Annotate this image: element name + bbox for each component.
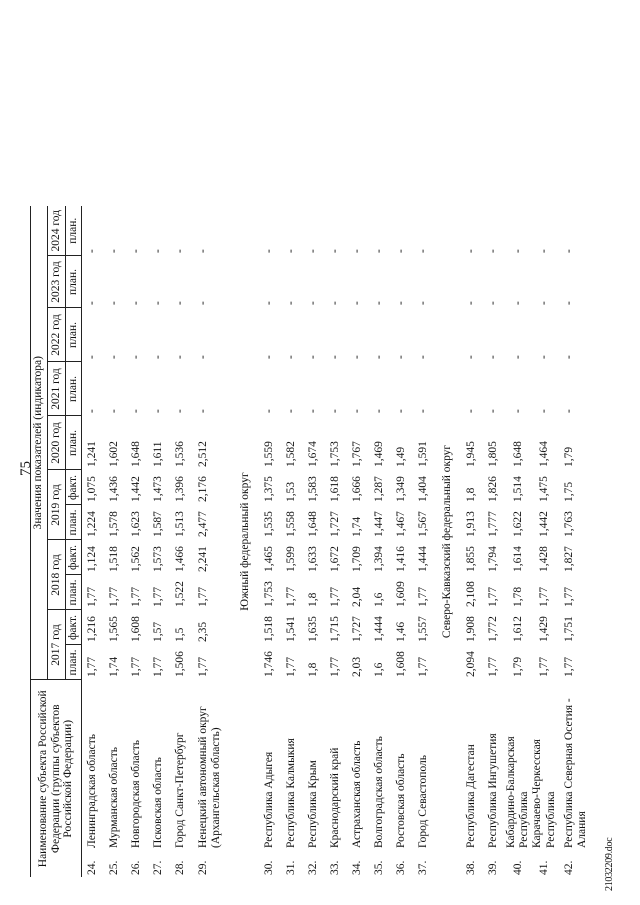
value-cell: 1,573 [152, 546, 165, 572]
value-cell: - [373, 355, 386, 359]
value-cell: 1,611 [152, 441, 165, 467]
value-cell: - [197, 249, 209, 253]
table-row [259, 206, 281, 877]
value-cell: 1,753 [263, 581, 276, 607]
value-cell: 1,826 [487, 476, 500, 502]
value-cell: - [285, 355, 298, 359]
value-cell: 1,396 [174, 476, 187, 502]
value-cell: 1,633 [307, 546, 320, 572]
value-cell: - [351, 355, 364, 359]
value-cell: - [152, 249, 165, 253]
table-row [531, 206, 557, 877]
value-cell: - [329, 409, 342, 413]
value-cell: - [395, 249, 408, 253]
value-cell: 1,623 [130, 511, 143, 537]
value-cell: 1,535 [263, 511, 276, 537]
header-year-2018: 2018 год [48, 540, 66, 610]
region-name: Республика Калмыкия [285, 738, 298, 848]
value-cell: - [511, 355, 524, 359]
value-cell: - [152, 409, 165, 413]
row-index: 41. [538, 860, 551, 875]
value-cell: 1,77 [487, 656, 500, 677]
row-index: 38. [465, 860, 478, 875]
value-cell: - [395, 301, 408, 305]
table-row [281, 206, 303, 877]
value-cell: 2,35 [197, 621, 209, 642]
value-cell: - [487, 409, 500, 413]
row-index: 31. [285, 860, 298, 875]
value-cell: 1,777 [487, 511, 500, 537]
table-row [148, 206, 170, 877]
value-cell: 1,602 [108, 441, 121, 467]
value-cell: 1,565 [108, 616, 121, 642]
row-index: 28. [174, 860, 187, 875]
value-cell: 1,614 [511, 546, 524, 572]
value-cell: 1,473 [152, 476, 165, 502]
value-cell: - [263, 355, 276, 359]
row-index: 33. [329, 860, 342, 875]
value-cell: - [417, 355, 430, 359]
value-cell: 1,772 [487, 616, 500, 642]
row-index: 25. [108, 860, 121, 875]
value-cell: - [130, 249, 143, 253]
value-cell: 1,8 [307, 662, 320, 677]
region-name: Город Санкт-Петербург [174, 732, 187, 848]
table-row [104, 206, 126, 877]
value-cell: 1,648 [511, 441, 524, 467]
value-cell: - [511, 409, 524, 413]
table-row [505, 206, 531, 877]
value-cell: 1,79 [511, 656, 524, 677]
value-cell: 1,608 [130, 616, 143, 642]
value-cell: - [86, 409, 99, 413]
value-cell: 1,77 [130, 586, 143, 607]
region-name: Республика Крым [307, 760, 320, 848]
value-cell: 1,8 [307, 592, 320, 607]
table-row [558, 206, 599, 877]
value-cell: 1,77 [152, 656, 165, 677]
value-cell: 2,094 [465, 651, 478, 677]
value-cell: - [197, 355, 209, 359]
row-index: 24. [86, 860, 99, 875]
region-name: Карачаево-Черкесская Республика [531, 739, 557, 848]
value-cell: 1,442 [538, 511, 551, 537]
row-index: 39. [487, 860, 500, 875]
section-label: Северо-Кавказский федеральный округ [441, 444, 454, 639]
header-sub-2017-fact: факт. [66, 610, 82, 645]
value-cell: 1,5 [174, 627, 187, 642]
value-cell: - [487, 355, 500, 359]
table-row [483, 206, 505, 877]
value-cell: 1,608 [395, 651, 408, 677]
table-row [325, 206, 347, 877]
value-cell: - [329, 355, 342, 359]
region-name: Республика Дагестан [465, 744, 478, 848]
value-cell: 1,513 [174, 511, 187, 537]
table-row [391, 206, 413, 877]
value-cell: 1,77 [329, 656, 342, 677]
value-cell: - [130, 409, 143, 413]
value-cell: 1,612 [511, 616, 524, 642]
value-cell: 1,075 [86, 476, 99, 502]
value-cell: 1,428 [538, 546, 551, 572]
value-cell: - [329, 301, 342, 305]
header-sub-2018-fact: факт. [66, 540, 82, 575]
value-cell: 1,77 [285, 656, 298, 677]
value-cell: 2,512 [197, 441, 209, 467]
value-cell: 1,465 [263, 546, 276, 572]
value-cell: - [417, 301, 430, 305]
value-cell: 1,727 [329, 511, 342, 537]
value-cell: - [86, 301, 99, 305]
value-cell: 1,558 [285, 511, 298, 537]
value-cell: 1,674 [307, 441, 320, 467]
value-cell: 1,753 [329, 441, 342, 467]
table-row [126, 206, 148, 877]
value-cell: 2,176 [197, 476, 209, 502]
row-index: 40. [511, 860, 524, 875]
value-cell: - [108, 301, 121, 305]
value-cell: - [538, 355, 551, 359]
region-name: Город Севастополь [417, 754, 430, 848]
value-cell: - [329, 249, 342, 253]
value-cell: 1,618 [329, 476, 342, 502]
value-cell: - [197, 301, 209, 305]
value-cell: 2,04 [351, 586, 364, 607]
value-cell: 1,648 [307, 511, 320, 537]
value-cell: 1,224 [86, 511, 99, 537]
value-cell: - [174, 409, 187, 413]
value-cell: 1,77 [285, 586, 298, 607]
value-cell: - [351, 249, 364, 253]
value-cell: - [174, 355, 187, 359]
value-cell: 1,77 [538, 586, 551, 607]
value-cell: - [562, 249, 575, 253]
value-cell: 1,518 [108, 546, 121, 572]
section-row [435, 206, 461, 877]
table-row [192, 206, 233, 877]
value-cell: - [108, 409, 121, 413]
value-cell: 1,763 [562, 511, 575, 537]
value-cell: - [197, 409, 209, 413]
row-index: 30. [263, 860, 276, 875]
value-cell: 1,216 [86, 616, 99, 642]
value-cell: - [417, 409, 430, 413]
value-cell: - [487, 249, 500, 253]
table-row [82, 206, 105, 877]
value-cell: - [465, 301, 478, 305]
value-cell: 2,03 [351, 656, 364, 677]
value-cell: 1,442 [130, 476, 143, 502]
table-row [413, 206, 435, 877]
region-name: Астраханская область [351, 740, 364, 848]
document-code: 21032209.doc [604, 837, 615, 891]
value-cell: 1,77 [329, 586, 342, 607]
header-sub-2024-plan: план. [66, 206, 82, 256]
value-cell: 1,945 [465, 441, 478, 467]
table-row [461, 206, 483, 877]
value-cell: 1,557 [417, 616, 430, 642]
value-cell: 1,751 [562, 616, 575, 642]
value-cell: - [538, 409, 551, 413]
value-cell: 1,444 [373, 616, 386, 642]
header-sub-2023-plan: план. [66, 256, 82, 308]
value-cell: 1,559 [263, 441, 276, 467]
region-name: Республика Северная Осетия - Алания [562, 698, 589, 848]
section-label: Южный федеральный округ [239, 472, 252, 611]
value-cell: - [562, 355, 575, 359]
region-name: Мурманская область [108, 746, 121, 848]
value-cell: - [395, 355, 408, 359]
value-cell: 1,241 [86, 441, 99, 467]
row-index: 35. [373, 860, 386, 875]
value-cell: 1,77 [562, 586, 575, 607]
value-cell: 1,648 [130, 441, 143, 467]
value-cell: 1,475 [538, 476, 551, 502]
value-cell: 1,77 [562, 656, 575, 677]
header-region-name: Наименование субъекта Российской Федерации (группы субъектов Российской Федерации) [31, 680, 82, 877]
value-cell: 1,77 [86, 656, 99, 677]
value-cell: 1,583 [307, 476, 320, 502]
region-name: Кабардино-Балкарская Республика [505, 736, 531, 848]
region-name: Новгородская область [130, 739, 143, 848]
value-cell: 1,514 [511, 476, 524, 502]
value-cell: 1,53 [285, 481, 298, 502]
value-cell: 1,541 [285, 616, 298, 642]
value-cell: 1,536 [174, 441, 187, 467]
value-cell: 1,587 [152, 511, 165, 537]
value-cell: 1,746 [263, 651, 276, 677]
value-cell: 1,567 [417, 511, 430, 537]
value-cell: 1,375 [263, 476, 276, 502]
value-cell: 1,124 [86, 546, 99, 572]
value-cell: 1,74 [351, 516, 364, 537]
value-cell: 1,444 [417, 546, 430, 572]
value-cell: 1,349 [395, 476, 408, 502]
table-row [347, 206, 369, 877]
value-cell: 1,599 [285, 546, 298, 572]
value-cell: 1,8 [465, 487, 478, 502]
value-cell: - [417, 249, 430, 253]
value-cell: - [307, 301, 320, 305]
value-cell: 1,464 [538, 441, 551, 467]
value-cell: - [307, 249, 320, 253]
header-sub-2022-plan: план. [66, 308, 82, 362]
header-sub-2020-plan: план. [66, 416, 82, 470]
value-cell: - [86, 249, 99, 253]
value-cell: 2,108 [465, 581, 478, 607]
value-cell: - [174, 301, 187, 305]
region-name: Республика Адыгея [263, 751, 276, 848]
value-cell: - [351, 409, 364, 413]
value-cell: 1,715 [329, 616, 342, 642]
value-cell: 2,477 [197, 511, 209, 537]
value-cell: 1,77 [417, 586, 430, 607]
value-cell: 1,77 [487, 586, 500, 607]
value-cell: 1,436 [108, 476, 121, 502]
row-index: 29. [197, 860, 209, 875]
value-cell: - [263, 249, 276, 253]
value-cell: 1,591 [417, 441, 430, 467]
value-cell: 2,241 [197, 546, 209, 572]
value-cell: 1,622 [511, 511, 524, 537]
value-cell: 1,672 [329, 546, 342, 572]
row-index: 34. [351, 860, 364, 875]
table-row [170, 206, 192, 877]
value-cell: - [174, 249, 187, 253]
value-cell: - [152, 301, 165, 305]
region-name: Краснодарский край [329, 747, 342, 848]
value-cell: - [373, 249, 386, 253]
indicator-table [30, 206, 599, 877]
value-cell: - [263, 301, 276, 305]
value-cell: 1,77 [108, 586, 121, 607]
header-sub-2019-plan: план. [66, 505, 82, 540]
row-index: 27. [152, 860, 165, 875]
value-cell: 1,46 [395, 621, 408, 642]
row-index: 42. [562, 860, 575, 875]
value-cell: 1,77 [197, 586, 209, 607]
value-cell: 1,77 [197, 656, 209, 677]
region-name: Ростовская область [395, 753, 408, 848]
header-year-2017: 2017 год [48, 610, 66, 680]
value-cell: - [487, 301, 500, 305]
region-name: Республика Ингушетия [487, 733, 500, 848]
value-cell: 1,404 [417, 476, 430, 502]
value-cell: 1,609 [395, 581, 408, 607]
value-cell: 1,467 [395, 511, 408, 537]
value-cell: - [285, 409, 298, 413]
value-cell: 1,908 [465, 616, 478, 642]
header-values-group: Значения показателей (индикатора) [31, 206, 48, 680]
value-cell: 1,635 [307, 616, 320, 642]
value-cell: 1,794 [487, 546, 500, 572]
value-cell: 1,429 [538, 616, 551, 642]
value-cell: - [538, 249, 551, 253]
header-year-2019: 2019 год [48, 470, 66, 540]
row-index: 36. [395, 860, 408, 875]
region-name: Ненецкий автономный округ (Архангельская область) [197, 706, 223, 848]
value-cell: 1,727 [351, 616, 364, 642]
value-cell: 1,75 [562, 481, 575, 502]
table-row [303, 206, 325, 877]
value-cell: - [307, 355, 320, 359]
value-cell: 1,77 [538, 656, 551, 677]
value-cell: - [373, 409, 386, 413]
row-index: 32. [307, 860, 320, 875]
value-cell: 1,77 [417, 656, 430, 677]
header-sub-2021-plan: план. [66, 362, 82, 416]
value-cell: 1,709 [351, 546, 364, 572]
table-header [31, 206, 82, 877]
value-cell: - [351, 301, 364, 305]
value-cell: 1,466 [174, 546, 187, 572]
value-cell: - [373, 301, 386, 305]
value-cell: 1,855 [465, 546, 478, 572]
header-sub-2018-plan: план. [66, 575, 82, 610]
header-year-2022: 2022 год [48, 308, 66, 362]
value-cell: - [86, 355, 99, 359]
section-row [233, 206, 259, 877]
value-cell: 1,416 [395, 546, 408, 572]
value-cell: - [465, 249, 478, 253]
value-cell: - [285, 301, 298, 305]
value-cell: 1,78 [511, 586, 524, 607]
value-cell: 1,6 [373, 592, 386, 607]
header-year-2024: 2024 год [48, 206, 66, 256]
value-cell: 1,666 [351, 476, 364, 502]
header-year-2023: 2023 год [48, 256, 66, 308]
header-year-2021: 2021 год [48, 362, 66, 416]
value-cell: 1,77 [130, 656, 143, 677]
value-cell: 1,287 [373, 476, 386, 502]
value-cell: - [511, 249, 524, 253]
value-cell: 1,562 [130, 546, 143, 572]
header-year-2020: 2020 год [48, 416, 66, 470]
value-cell: - [307, 409, 320, 413]
value-cell: 1,827 [562, 546, 575, 572]
value-cell: 1,49 [395, 446, 408, 467]
value-cell: 1,578 [108, 511, 121, 537]
value-cell: - [465, 409, 478, 413]
value-cell: 1,394 [373, 546, 386, 572]
value-cell: - [130, 355, 143, 359]
value-cell: - [108, 355, 121, 359]
value-cell: 1,767 [351, 441, 364, 467]
value-cell: 1,469 [373, 441, 386, 467]
region-name: Ленинградская область [86, 733, 99, 848]
region-name: Псковская область [152, 757, 165, 848]
value-cell: 1,805 [487, 441, 500, 467]
value-cell: - [511, 301, 524, 305]
value-cell: 1,506 [174, 651, 187, 677]
value-cell: - [538, 301, 551, 305]
value-cell: - [285, 249, 298, 253]
value-cell: - [395, 409, 408, 413]
value-cell: 1,6 [373, 662, 386, 677]
header-sub-2017-plan: план. [66, 645, 82, 680]
value-cell: 1,74 [108, 656, 121, 677]
value-cell: 1,57 [152, 621, 165, 642]
row-index: 37. [417, 860, 430, 875]
value-cell: - [465, 355, 478, 359]
value-cell: 1,582 [285, 441, 298, 467]
table-body [82, 206, 599, 877]
value-cell: 1,447 [373, 511, 386, 537]
region-name: Волгоградская область [373, 736, 386, 848]
value-cell: - [108, 249, 121, 253]
page-number: 75 [18, 461, 34, 476]
value-cell: - [562, 409, 575, 413]
value-cell: - [263, 409, 276, 413]
value-cell: 1,77 [86, 586, 99, 607]
value-cell: - [562, 301, 575, 305]
table-row [369, 206, 391, 877]
value-cell: 1,518 [263, 616, 276, 642]
value-cell: - [152, 355, 165, 359]
row-index: 26. [130, 860, 143, 875]
value-cell: 1,913 [465, 511, 478, 537]
value-cell: - [130, 301, 143, 305]
value-cell: 1,522 [174, 581, 187, 607]
value-cell: 1,79 [562, 446, 575, 467]
header-sub-2019-fact: факт. [66, 470, 82, 505]
value-cell: 1,77 [152, 586, 165, 607]
